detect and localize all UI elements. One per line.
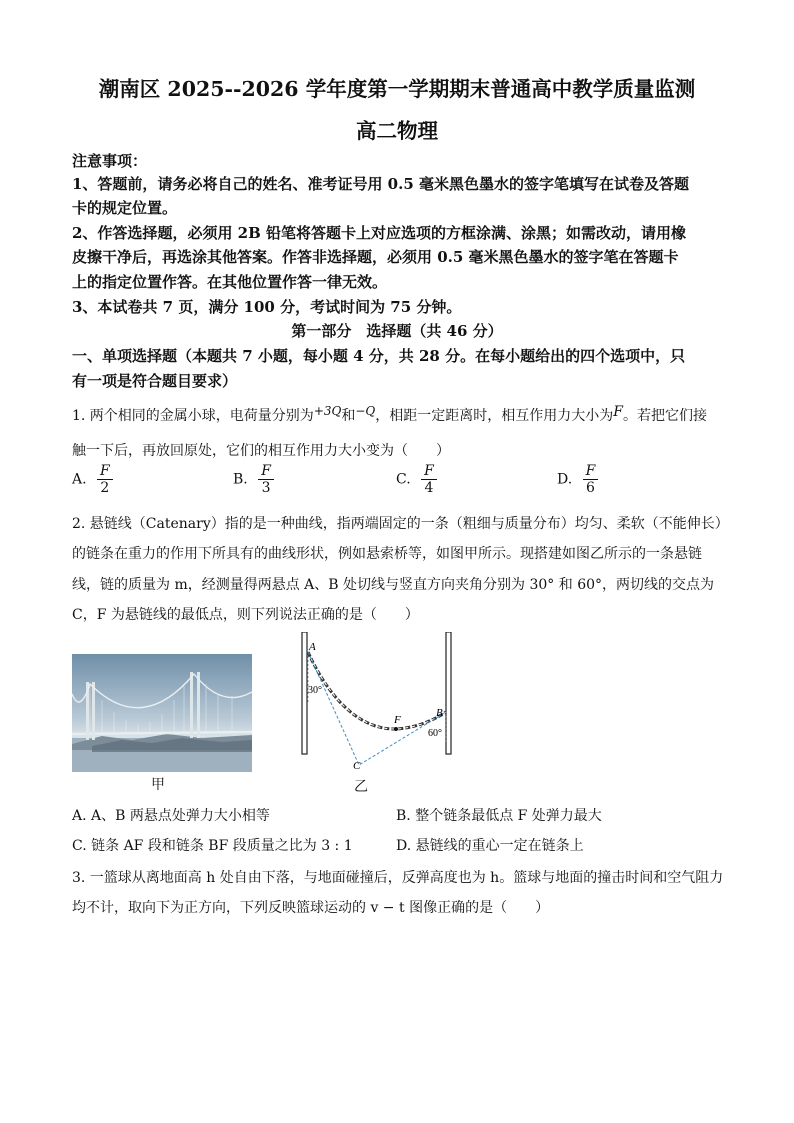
section-intro-line-2: 有一项是符合题目要求） <box>72 372 238 390</box>
q1-option-b-den: 3 <box>261 480 271 496</box>
bridge-illustration <box>72 654 252 772</box>
q1-stem-line-1 <box>72 405 707 425</box>
q3-stem-line-1: 3. 一篮球从离地面高 h 处自由下落，与地面碰撞后，反弹高度也为 h。篮球与地面的撞击时间和空气阻力 <box>72 870 724 886</box>
q2-option-a: A. A、B 两悬点处弹力大小相等 <box>72 808 270 824</box>
figure-bridge-photo <box>72 654 252 772</box>
right-post <box>446 632 451 754</box>
exam-title: 潮南区 2025--2026 学年度第一学期期末普通高中教学质量监测 <box>98 77 696 101</box>
q1-option-b <box>233 463 274 496</box>
section-intro-line-1: 一、单项选择题（本题共 7 小题，每小题 4 分，共 28 分。在每小题给出的四个选项中，只 <box>72 347 686 365</box>
notice-item-2-line-3: 上的指定位置作答。在其他位置作答一律无效。 <box>72 273 388 291</box>
catenary-svg <box>296 632 456 772</box>
point-f <box>394 727 398 731</box>
q1-option-a-den: 2 <box>100 480 110 496</box>
q2-stem-line-4: C，F 为悬链线的最低点，则下列说法正确的是（ ） <box>72 607 419 623</box>
q2-stem-line-1: 2. 悬链线（Catenary）指的是一种曲线，指两端固定的一条（粗细与质量分布）均匀、柔软（不能伸长） <box>72 516 729 532</box>
q1-stem-line-2: 触一下后，再放回原处，它们的相互作用力大小变为（ ） <box>72 443 450 459</box>
q2-stem-line-2: 的链条在重力的作用下所具有的曲线形状，例如悬索桥等，如图甲所示。现搭建如图乙所示的一条悬链 <box>72 546 702 562</box>
q3-stem-line-2: 均不计，取向下为正方向，下列反映篮球运动的 v − t 图像正确的是（ ） <box>72 900 550 916</box>
q1-option-b-label: B. <box>233 471 248 488</box>
left-post <box>302 632 307 754</box>
figure-b-caption: 乙 <box>354 779 368 795</box>
q1-option-c-den: 4 <box>424 480 434 496</box>
q1-option-a-num: F <box>97 463 113 480</box>
q2-option-b: B. 整个链条最低点 F 处弹力最大 <box>396 808 602 824</box>
label-c: C <box>353 760 361 772</box>
q1-charge-2: −Q <box>355 404 376 418</box>
q1-option-b-num: F <box>258 463 274 480</box>
tangent-lines <box>308 652 446 765</box>
exam-subject: 高二物理 <box>356 119 438 143</box>
q2-stem-line-3: 线，链的质量为 m，经测量得两悬点 A、B 处切线与竖直方向夹角分别为 30° 和 60°，两切线的交点为 <box>72 577 715 593</box>
label-f: F <box>394 714 401 726</box>
notice-item-3: 3、本试卷共 7 页，满分 100 分，考试时间为 75 分钟。 <box>72 298 462 316</box>
q1-option-d <box>557 463 598 496</box>
notice-item-2-line-2: 皮擦干净后，再选涂其他答案。作答非选择题，必须用 0.5 毫米黑色墨水的签字笔在答题卡 <box>72 248 679 266</box>
q1-option-a-label: A. <box>72 471 87 488</box>
q1-option-a <box>72 463 113 496</box>
part-heading: 第一部分 选择题（共 46 分） <box>291 322 503 340</box>
q2-option-c: C. 链条 AF 段和链条 BF 段质量之比为 3 : 1 <box>72 838 353 854</box>
q1-and: 和 <box>341 408 356 424</box>
q1-option-c-num: F <box>421 463 437 480</box>
angle-a-label: 30° <box>308 685 322 696</box>
figure-a-caption: 甲 <box>151 777 165 793</box>
q2-option-d: D. 悬链线的重心一定在链条上 <box>396 838 584 854</box>
notice-item-2-line-1: 2、作答选择题，必须用 2B 铅笔将答题卡上对应选项的方框涂满、涂黑；如需改动，请用橡 <box>72 224 687 242</box>
q1-text-b: ，相距一定距离时，相互作用力大小为 <box>375 408 614 424</box>
label-a: A <box>309 641 316 653</box>
q1-charge-1: +3Q <box>313 404 342 418</box>
q1-force: F <box>613 404 623 420</box>
q1-option-d-label: D. <box>557 471 573 488</box>
q1-option-c-label: C. <box>396 471 411 488</box>
notice-item-1-line-1: 1、答题前，请务必将自己的姓名、准考证号用 0.5 毫米黑色墨水的签字笔填写在试卷及答题 <box>72 175 689 193</box>
notice-heading: 注意事项： <box>72 152 148 170</box>
q1-option-d-num: F <box>583 463 599 480</box>
figure-catenary-diagram <box>296 632 456 772</box>
chain-curve <box>308 652 446 729</box>
notice-item-1-line-2: 卡的规定位置。 <box>72 199 178 217</box>
label-b: B <box>436 707 443 719</box>
q1-text-c: 。若把它们接 <box>622 408 707 424</box>
angle-b-label: 60° <box>428 728 442 739</box>
q1-option-d-den: 6 <box>586 480 595 496</box>
q1-option-c <box>396 463 437 496</box>
q1-text-a: 1. 两个相同的金属小球，电荷量分别为 <box>72 408 314 424</box>
